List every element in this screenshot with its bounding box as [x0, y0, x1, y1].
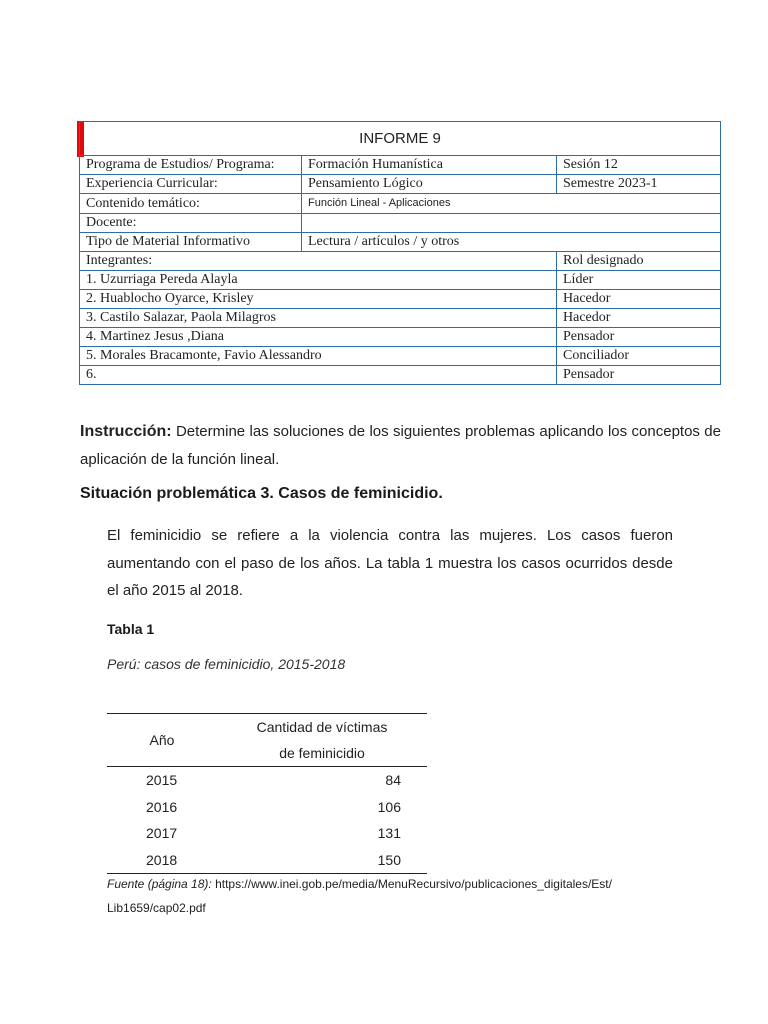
- integrante-role: Hacedor: [557, 290, 721, 309]
- integrante-row: [80, 366, 721, 385]
- integrante-role: Hacedor: [557, 309, 721, 328]
- column-header-count-line1: Cantidad de víctimas: [256, 719, 388, 735]
- tipo-label: Tipo de Material Informativo: [80, 233, 302, 252]
- column-header-year: Año: [107, 714, 217, 767]
- integrantes-label: Integrantes:: [80, 252, 557, 271]
- informe-header-table: [79, 121, 721, 385]
- year-cell: 2016: [146, 798, 178, 815]
- table-label: Tabla 1: [107, 621, 155, 637]
- table-row: [107, 847, 427, 874]
- contenido-label: Contenido temático:: [80, 194, 302, 214]
- instruction-label: Instrucción:: [80, 423, 172, 440]
- contenido-value: Función Lineal - Aplicaciones: [302, 194, 721, 214]
- table-row: [107, 794, 427, 821]
- source-note: [107, 872, 667, 920]
- value-cell: 131: [377, 825, 401, 842]
- value-cell: 84: [385, 772, 401, 789]
- integrante-name: 2. Huablocho Oyarce, Krisley: [80, 290, 557, 309]
- integrante-name: 6.: [80, 366, 557, 385]
- experiencia-label: Experiencia Curricular:: [80, 175, 302, 194]
- situation-paragraph: El feminicidio se refiere a la violencia contra las mujeres. Los casos fueron aumentando con el paso de los años. La tabla 1 muestra los casos ocurridos desde el año 2015 al 2018.: [107, 527, 673, 599]
- source-url-line1[interactable]: https://www.inei.gob.pe/media/MenuRecursivo/publicaciones_digitales/Est/: [211, 877, 612, 891]
- feminicide-data-table: [107, 713, 427, 874]
- docente-value: [302, 214, 721, 233]
- integrante-name: 5. Morales Bracamonte, Favio Alessandro: [80, 347, 557, 366]
- instruction-text: Determine las soluciones de los siguientes problemas aplicando los conceptos de aplicación de la función lineal.: [80, 423, 721, 468]
- experiencia-value: Pensamiento Lógico: [302, 175, 557, 194]
- semestre-value: Semestre 2023-1: [557, 175, 721, 194]
- column-header-count: [217, 714, 427, 767]
- integrante-role: Conciliador: [557, 347, 721, 366]
- year-cell: 2015: [146, 772, 178, 789]
- docente-label: Docente:: [80, 214, 302, 233]
- table-row: [107, 820, 427, 847]
- year-cell: 2017: [146, 825, 178, 842]
- integrante-name: 3. Castilo Salazar, Paola Milagros: [80, 309, 557, 328]
- informe-title: INFORME 9: [80, 122, 721, 156]
- source-label: Fuente (página 18):: [107, 877, 212, 891]
- integrante-role: Pensador: [557, 366, 721, 385]
- table-caption: Perú: casos de feminicidio, 2015-2018: [107, 656, 346, 672]
- year-cell: 2018: [107, 847, 217, 874]
- value-cell: 150: [217, 847, 427, 874]
- situation-heading: Situación problemática 3. Casos de feminicidio.: [80, 485, 443, 502]
- instruction-paragraph: [80, 418, 721, 474]
- integrante-row: [80, 347, 721, 366]
- sesion-value: Sesión 12: [557, 156, 721, 175]
- integrante-name: 1. Uzurriaga Pereda Alayla: [80, 271, 557, 290]
- programa-value: Formación Humanística: [302, 156, 557, 175]
- value-cell: 106: [377, 798, 401, 815]
- integrante-role: Pensador: [557, 328, 721, 347]
- table-row: [107, 767, 427, 794]
- integrante-name: 4. Martinez Jesus ,Diana: [80, 328, 557, 347]
- source-url-line2[interactable]: Lib1659/cap02.pdf: [107, 901, 206, 915]
- integrante-row: [80, 309, 721, 328]
- programa-label: Programa de Estudios/ Programa:: [80, 156, 302, 175]
- integrante-row: [80, 328, 721, 347]
- integrante-row: [80, 271, 721, 290]
- tipo-value: Lectura / artículos / y otros: [302, 233, 721, 252]
- integrante-role: Líder: [557, 271, 721, 290]
- column-header-count-line2: de feminicidio: [279, 745, 365, 761]
- integrante-row: [80, 290, 721, 309]
- rol-label: Rol designado: [557, 252, 721, 271]
